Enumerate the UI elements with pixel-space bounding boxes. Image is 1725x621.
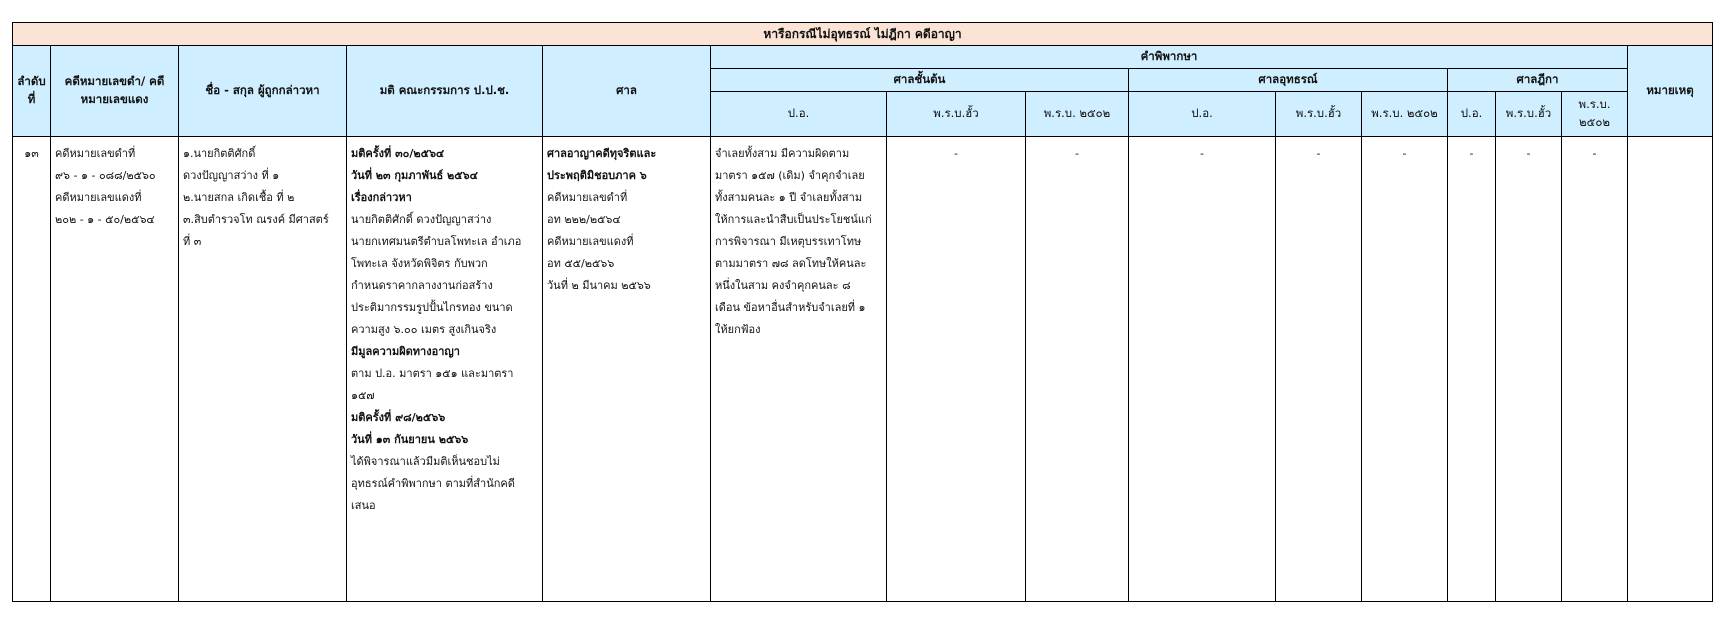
cell-first-ua: - [887,137,1026,602]
header-court-appeal: ศาลอุทธรณ์ [1129,69,1448,92]
cell-judgment-first-po [711,137,887,602]
court-line: ศาลอาญาคดีทุจริตและ [547,147,657,160]
resolution-line: เรื่องกล่าวหา [351,191,412,204]
header-court-first: ศาลชั้นต้น [711,69,1129,92]
header-remarks: หมายเหตุ [1628,46,1713,137]
resolution-line: อุทธรณ์คำพิพากษา ตามที่สำนักคดี [351,477,515,490]
name-line: ๑.นายกิตติศักดิ์ [183,147,256,160]
resolution-line: วันที่ ๒๓ กุมภาพันธ์ ๒๕๖๔ [351,169,478,182]
case-line: คดีหมายเลขดำที่ [55,147,136,160]
judgment-line: ให้การและนำสืบเป็นประโยชน์แก่ [715,213,872,226]
header-resolution: มติ คณะกรรมการ ป.ป.ช. [347,46,543,137]
resolution-line: ๑๕๗ [351,389,375,402]
resolution-line: นายกเทศมนตรีตำบลโพทะเล อำเภอ [351,235,522,248]
header-case-numbers: คดีหมายเลขดำ/ คดีหมายเลขแดง [51,46,179,137]
cell-first-2502: - [1026,137,1129,602]
judgment-line: หนึ่งในสาม คงจำคุกคนละ ๘ [715,279,851,292]
cell-appeal-ua: - [1276,137,1362,602]
cell-case-numbers [51,137,179,602]
resolution-line: มติครั้งที่ ๓๐/๒๕๖๔ [351,147,445,160]
judgment-line: ตามมาตรา ๗๘ ลดโทษให้คนละ [715,257,867,270]
header-supreme-ua: พ.ร.บ.ฮั้ว [1496,92,1562,137]
header-first-po: ป.อ. [711,92,887,137]
resolution-line: นายกิตติศักดิ์ ดวงปัญญาสว่าง [351,213,492,226]
name-line: ๓.สิบตำรวจโท ณรงค์ มีศาสตร์ [183,213,329,226]
resolution-line: โพทะเล จังหวัดพิจิตร กับพวก [351,257,488,270]
judgment-line: ทั้งสามคนละ ๑ ปี จำเลยทั้งสาม [715,191,863,204]
header-appeal-ua: พ.ร.บ.ฮั้ว [1276,92,1362,137]
court-line: อท ๒๒๒/๒๕๖๔ [547,213,621,226]
name-line: ที่ ๓ [183,235,202,248]
resolution-line: มีมูลความผิดทางอาญา [351,345,460,358]
header-first-ua: พ.ร.บ.ฮั้ว [887,92,1026,137]
judgment-line: จำเลยทั้งสาม มีความผิดตาม [715,147,850,160]
resolution-line: ตาม ป.อ. มาตรา ๑๕๑ และมาตรา [351,367,514,380]
case-table [12,22,1713,602]
case-line: ๒๐๒ - ๑ - ๕๐/๒๕๖๔ [55,213,155,226]
court-line: คดีหมายเลขแดงที่ [547,235,634,248]
header-first-2502: พ.ร.บ. ๒๕๐๒ [1026,92,1129,137]
resolution-line: เสนอ [351,499,376,512]
resolution-line: ความสูง ๖.๐๐ เมตร สูงเกินจริง [351,323,497,336]
cell-supreme-ua: - [1496,137,1562,602]
resolution-line: ได้พิจารณาแล้วมีมติเห็นชอบไม่ [351,455,500,468]
header-court-supreme: ศาลฎีกา [1448,69,1628,92]
case-line: ๙๖ - ๑ - ๐๘๘/๒๕๖๐ [55,169,156,182]
case-line: คดีหมายเลขแดงที่ [55,191,142,204]
cell-appeal-2502: - [1362,137,1448,602]
resolution-line: กำหนดราคากลางงานก่อสร้าง [351,279,493,292]
cell-supreme-2502: - [1562,137,1628,602]
sheet-title: หารือกรณีไม่อุทธรณ์ ไม่ฎีกา คดีอาญา [13,23,1713,46]
header-appeal-2502: พ.ร.บ. ๒๕๐๒ [1362,92,1448,137]
header-name: ชื่อ - สกุล ผู้ถูกกล่าวหา [179,46,347,137]
cell-court [543,137,711,602]
court-line: อท ๕๕/๒๕๖๖ [547,257,615,270]
name-line: ดวงปัญญาสว่าง ที่ ๑ [183,169,280,182]
cell-supreme-po: - [1448,137,1496,602]
cell-appeal-po: - [1129,137,1276,602]
judgment-line: การพิจารณา มีเหตุบรรเทาโทษ [715,235,862,248]
header-appeal-po: ป.อ. [1129,92,1276,137]
judgment-line: เดือน ข้อหาอื่นสำหรับจำเลยที่ ๑ [715,301,866,314]
cell-resolution [347,137,543,602]
court-line: คดีหมายเลขดำที่ [547,191,628,204]
header-no: ลำดับ ที่ [13,46,51,137]
header-supreme-2502: พ.ร.บ. ๒๕๐๒ [1562,92,1628,137]
court-line: วันที่ ๒ มีนาคม ๒๕๖๖ [547,279,651,292]
resolution-line: ประติมากรรมรูปปั้นไกรทอง ขนาด [351,301,513,314]
resolution-line: วันที่ ๑๓ กันยายน ๒๕๖๖ [351,433,469,446]
header-judgment: คำพิพากษา [711,46,1628,69]
header-court: ศาล [543,46,711,137]
cell-no: ๑๓ [13,137,51,602]
table-row [13,137,1713,602]
resolution-line: มติครั้งที่ ๙๘/๒๕๖๖ [351,411,446,424]
court-line: ประพฤติมิชอบภาค ๖ [547,169,647,182]
judgment-line: มาตรา ๑๕๗ (เดิม) จำคุกจำเลย [715,169,865,182]
name-line: ๒.นายสกล เกิดเชื้อ ที่ ๒ [183,191,295,204]
judgment-line: ให้ยกฟ้อง [715,323,761,336]
cell-name [179,137,347,602]
header-supreme-po: ป.อ. [1448,92,1496,137]
cell-remarks [1628,137,1713,602]
